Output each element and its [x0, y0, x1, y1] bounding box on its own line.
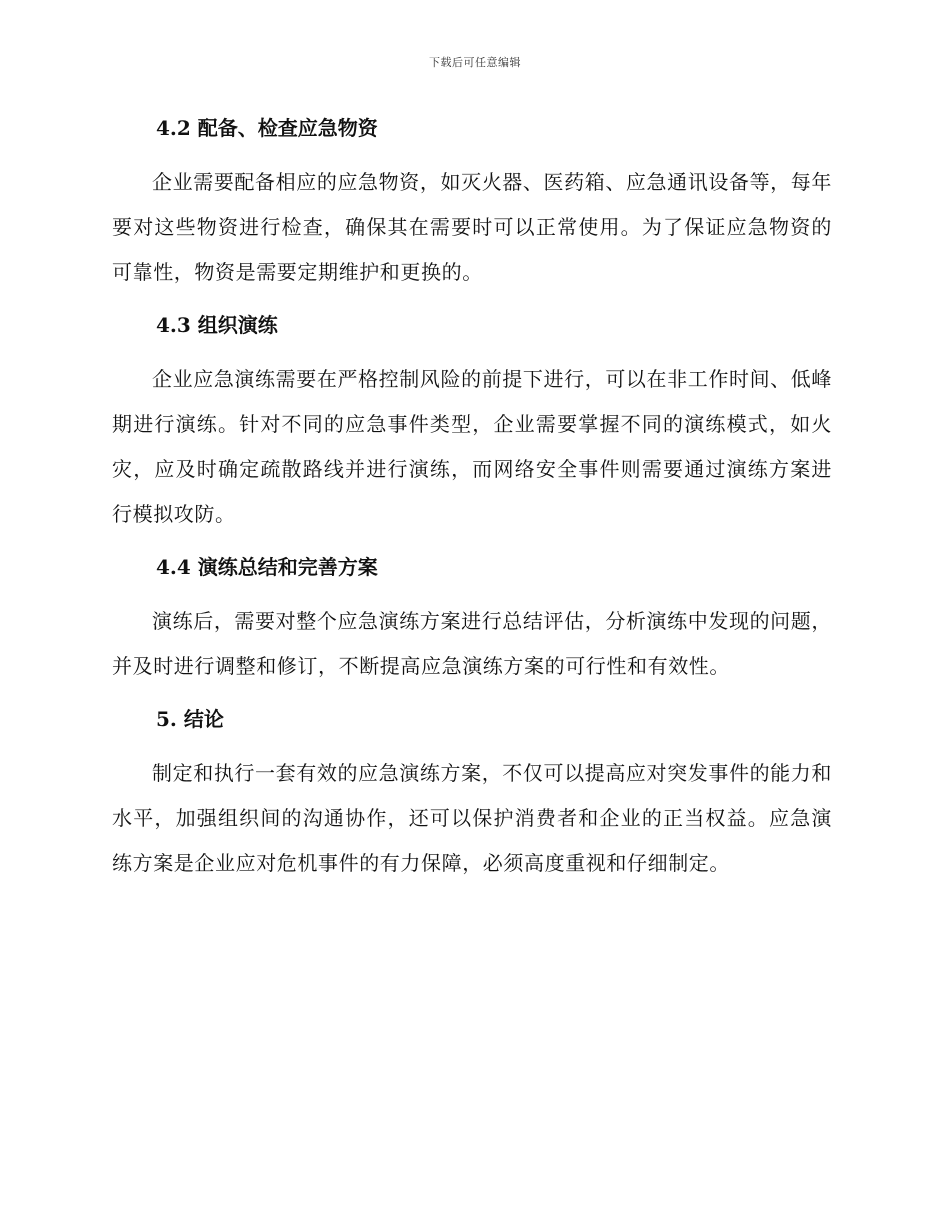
section-heading-5: 5. 结论	[156, 707, 224, 731]
document-body	[112, 108, 832, 886]
section-heading-4-4: 4.4 演练总结和完善方案	[156, 555, 378, 579]
section-heading-4-3: 4.3 组织演练	[156, 313, 278, 337]
header-note: 下载后可任意编辑	[429, 56, 521, 69]
section-paragraph-4-2: 企业需要配备相应的应急物资，如灭火器、医药箱、应急通讯设备等，每年要对这些物资进行检查，确保其在需要时可以正常使用。为了保证应急物资的可靠性，物资是需要定期维护和更换的。	[112, 170, 832, 284]
section-paragraph-4-3: 企业应急演练需要在严格控制风险的前提下进行，可以在非工作时间、低峰期进行演练。针对不同的应急事件类型，企业需要掌握不同的演练模式，如火灾，应及时确定疏散路线并进行演练，而网络安全事件则需要通过演练方案进行模拟攻防。	[112, 367, 832, 526]
section-heading-4-2: 4.2 配备、检查应急物资	[156, 116, 378, 140]
section-paragraph-5: 制定和执行一套有效的应急演练方案，不仅可以提高应对突发事件的能力和水平，加强组织间的沟通协作，还可以保护消费者和企业的正当权益。应急演练方案是企业应对危机事件的有力保障，必须高度重视和仔细制定。	[112, 761, 832, 875]
section-paragraph-4-4: 演练后，需要对整个应急演练方案进行总结评估，分析演练中发现的问题，并及时进行调整和修订，不断提高应急演练方案的可行性和有效性。	[112, 609, 832, 678]
